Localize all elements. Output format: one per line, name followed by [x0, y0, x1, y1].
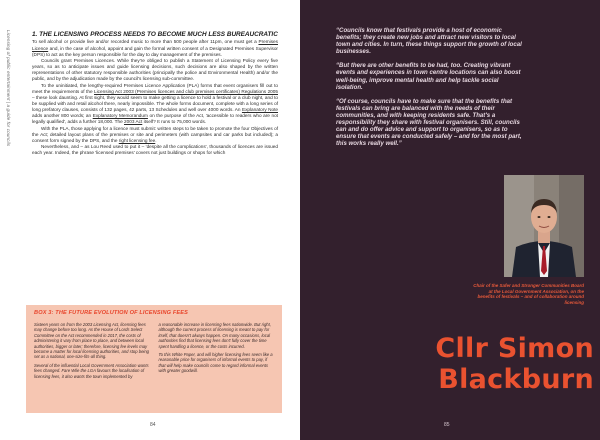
page-number-right: 85 — [444, 422, 450, 428]
portrait-photo — [504, 175, 584, 277]
running-head-text: Licensing of public entertainment | a guide for councils — [6, 30, 11, 147]
box-columns — [34, 322, 274, 382]
info-box — [26, 305, 282, 413]
paragraph-3: To the uninitiated, the lengthy-required Premises Licence Application (PLA) forms that event organisers fill out to meet the requirements of the Licensing Act 2003 (Premises licences and club premises certificates) Regulations 2005 – these look daunting. At first sight, they would seem to make getting a licence to hold a festival or a club night, and to be supplied with and retail alcohol there, nearly impossible. The whole forms document, complete with a long series of long prefatory clauses, consists of 132 pages, 42 parts, 13 Schedules and well over 4000 words. An Explanatory Note adds another 800 words; an Explanatory Memorandum on the purpose of the Act, 'accessible to readers who are not legally qualified', adds a further 18,000. The 2003 Act itself? It runs to 75,000 words. — [32, 82, 278, 125]
speaker-name-line-2: Blackburn — [438, 364, 594, 395]
paragraph-1: To sell alcohol or provide live and/or recorded music to more than 500 people after 11pm, one must get a Premises Licence and, in the case of alcohol, appoint and gain the formal written consent of a Designated Premises Supervisor (DPS) to act as the key person responsible for the day to day management of the premises. — [32, 39, 278, 57]
premises-licence-link[interactable]: Premises Licence — [32, 39, 278, 51]
running-head — [2, 30, 12, 260]
portrait-image — [504, 175, 584, 277]
licensing-fee-link[interactable]: right licensing fee — [118, 137, 156, 143]
paragraph-5: Nevertheless, and – as Lou Reed used to put it – 'despite all the complications', thousands of licences are issued each year. Indeed, the phrase 'licensed premises' covers not just buildings or shops for which — [32, 144, 278, 156]
paragraph-4: With the PLA, those applying for a licence must submit: written steps to be taken to promote the four Objectives of the Act; detailed layout plans of the premises or site and perimeters (with campsites and car parks but included); a consent form signed by the DPS, and the right licensing fee. — [32, 125, 278, 143]
quote-1: “Councils know that festivals provide a host of economic benefits; they create new jobs and attract new visitors to local town and cities. In turn, these things support the growth of local businesses. — [336, 27, 522, 56]
explanatory-note-link[interactable]: Explanatory Note — [241, 107, 278, 113]
section-heading: 1. THE LICENSING PROCESS NEEDS TO BECOME MUCH LESS BUREAUCRATIC — [32, 31, 278, 38]
speaker-name-line-1: Cllr Simon — [435, 333, 594, 364]
act-2003-link[interactable]: 2003 Act — [124, 119, 143, 125]
regulations-link[interactable]: Licensing Act 2003 (Premises licences and club premises certificates) Regulations 2005 — [94, 88, 278, 94]
quote-2: “But there are other benefits to be had, too. Creating vibrant events and experiences in town centre locations can also boost well-being, improve mental health and help tackle social isolation. — [336, 62, 521, 91]
pull-quotes — [336, 27, 526, 154]
box-column-1: Sixteen years on from the 2003 Licensing Act, licensing fees may change before too long. As the House of Lords Select Committee on the Act recommended in 2017, the costs of administering it vary from place to place, and between local authorities, bigger or later; therefore, licensing fee levels may become a matter for local licensing authorities, and stop being set as a national, one-size-fits-all thing. Several of the influential Local Government Association wants fees changed. Fare Wile the LGA favours the localisation of licensing fees, it also wants the town implemented by — [34, 322, 149, 379]
right-page — [300, 0, 600, 440]
box-column-2: a reasonable increase in licensing fees nationwide. But right, although the current process of licensing is meant to pay for itself, that doesn't always happen. On many occasions, local authorities find that licensing fees don't fully cover the time spent handling a licence, or the costs incurred. To this White Paper, and will higher licensing fees seem like a reasonable price for organisers of informal events to pay, if that will help make councils come to regard informal events with greater goodwill. — [158, 322, 273, 374]
box-title: BOX 3: THE FUTURE EVOLUTION OF LICENSING FEES — [34, 310, 189, 316]
body-column — [32, 31, 278, 156]
page-number-left: 84 — [150, 422, 156, 428]
paragraph-2: Councils grant Premises Licences. While they're obliged to publish a Statement of Licensing Policy every five years, so as to anticipate issues and guide licensing decisions, such decisions are also shaped by the written representations of other statutory responsible authorities (principally the police and Environmental Health) and/or the public, and by the adjudication made by the council's licensing sub-committee. — [32, 57, 278, 82]
explanatory-memorandum-link[interactable]: Explanatory Memorandum — [92, 113, 148, 119]
speaker-name — [364, 333, 594, 395]
photo-caption: Chair of the Safer and Stronger Communities Board at the Local Government Association, on the benefits of festivals – and of collaboration around licensing — [473, 283, 584, 305]
quote-3: “Of course, councils have to make sure that the benefits that festivals can bring are balanced with the needs of their communities, and with keeping residents safe. That's a responsibility they share with festival organisers. Still, councils can and do offer advice and support to organisers, so as to ensure that events are conducted safely – and for the most part, this works really well.” — [336, 97, 522, 148]
